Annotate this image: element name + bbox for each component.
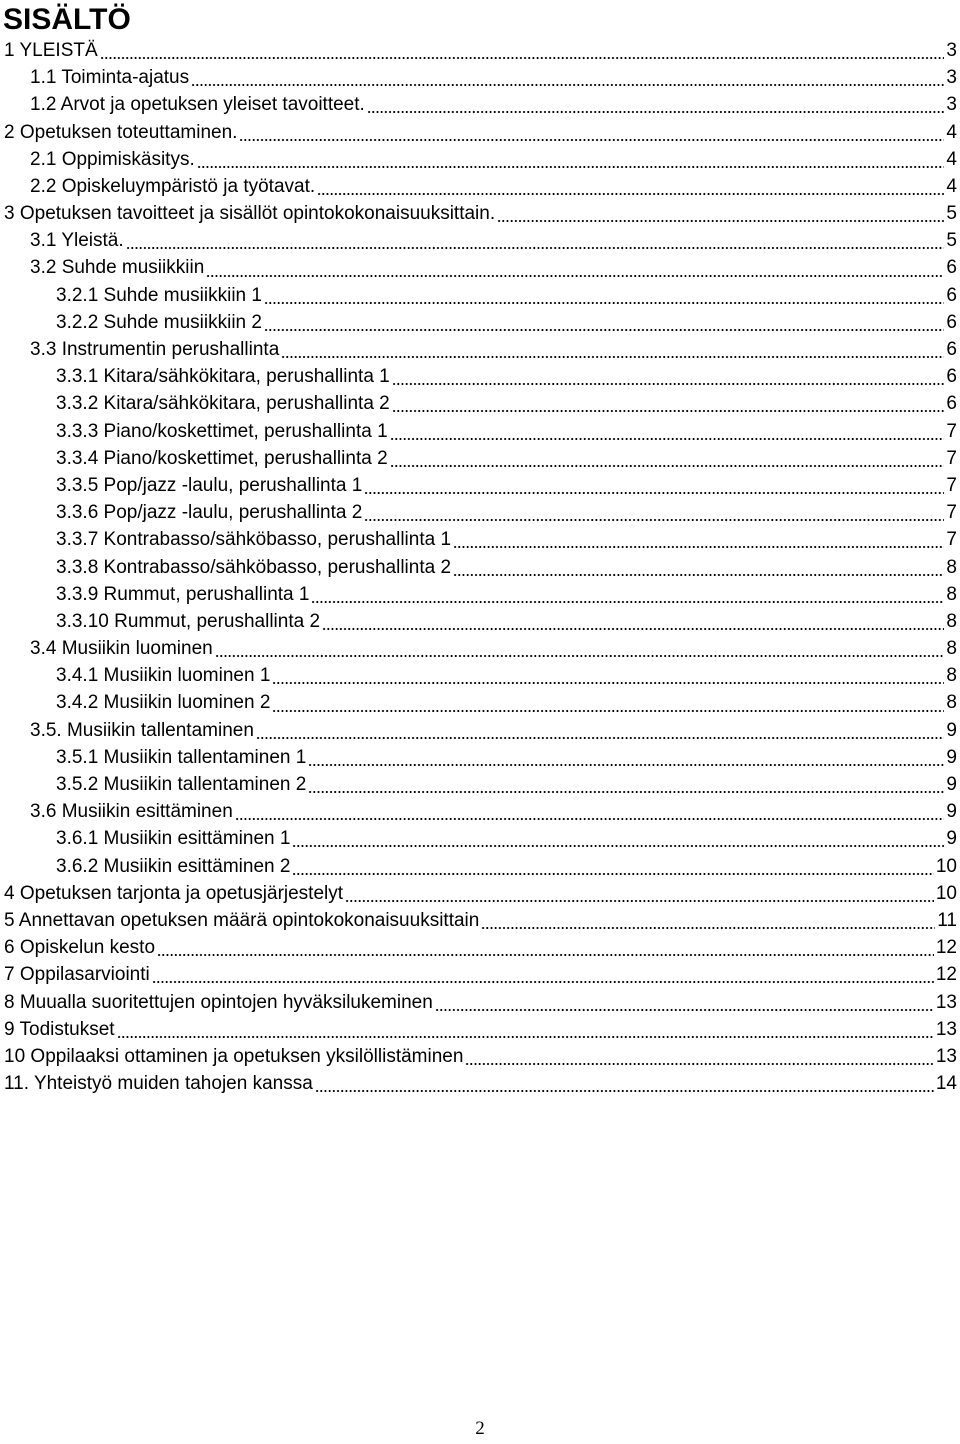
toc-entry[interactable] [0,119,960,146]
toc-entry-page: 6 [946,257,957,279]
toc-entry-page: 6 [946,311,957,333]
toc-entry-label: 11. Yhteistyö muiden tahojen kanssa [4,1073,313,1095]
toc-entry-page: 12 [935,937,957,959]
toc-entry[interactable] [0,418,960,445]
toc-entry-page: 10 [935,855,957,877]
toc-dot-leader [308,744,944,771]
toc-entry[interactable] [0,825,960,852]
toc-entry[interactable] [0,91,960,118]
toc-entry-page: 9 [946,801,957,823]
toc-entry[interactable] [0,390,960,417]
toc-dot-leader [264,282,944,309]
toc-dot-leader [435,989,934,1016]
toc-entry[interactable] [0,282,960,309]
toc-entry-page: 6 [946,393,957,415]
toc-dot-leader [235,798,945,825]
toc-entry-label: 3.3.5 Pop/jazz -laulu, perushallinta 1 [56,474,363,496]
toc-dot-leader [206,255,944,282]
toc-entry[interactable] [0,200,960,227]
toc-entry-label: 3.6.1 Musiikin esittäminen 1 [56,828,291,850]
toc-dot-leader [264,309,944,336]
toc-dot-leader [453,554,944,581]
toc-entry-page: 7 [946,474,957,496]
toc-entry[interactable] [0,608,960,635]
toc-dot-leader [390,418,945,445]
toc-entry-page: 6 [946,366,957,388]
toc-dot-leader [465,1043,933,1070]
toc-entry-label: 8 Muualla suoritettujen opintojen hyväksilukeminen [4,991,433,1013]
toc-entry-label: 3.3 Instrumentin perushallinta [30,339,280,361]
toc-dot-leader [315,1070,934,1097]
toc-entry-label: 3.3.7 Kontrabasso/sähköbasso, perushallinta 1 [56,529,452,551]
toc-entry-page: 5 [946,230,957,252]
toc-entry[interactable] [0,445,960,472]
toc-entry[interactable] [0,146,960,173]
toc-dot-leader [272,690,944,717]
toc-entry-label: 1.1 Toiminta-ajatus [30,67,190,89]
toc-entry-label: 3.3.6 Pop/jazz -laulu, perushallinta 2 [56,502,363,524]
toc-dot-leader [453,526,944,553]
toc-entry-label: 3.3.8 Kontrabasso/sähköbasso, perushallinta 2 [56,556,452,578]
toc-entry[interactable] [0,717,960,744]
toc-dot-leader [256,717,945,744]
toc-dot-leader [281,336,944,363]
toc-entry-page: 8 [946,583,957,605]
toc-dot-leader [364,472,944,499]
toc-entry-label: 3.6.2 Musiikin esittäminen 2 [56,855,291,877]
toc-entry[interactable] [0,499,960,526]
toc-entry[interactable] [0,173,960,200]
toc-dot-leader [322,608,944,635]
toc-list [0,37,960,1097]
toc-entry[interactable] [0,690,960,717]
toc-entry-page: 12 [935,964,957,986]
toc-entry[interactable] [0,64,960,91]
toc-entry-label: 3.4 Musiikin luominen [30,638,213,660]
toc-dot-leader [392,390,945,417]
toc-entry-label: 3.4.1 Musiikin luominen 1 [56,665,271,687]
toc-dot-leader [392,363,945,390]
toc-entry-page: 7 [946,420,957,442]
toc-entry[interactable] [0,989,960,1016]
toc-entry-label: 3.3.2 Kitara/sähkökitara, perushallinta 2 [56,393,390,415]
toc-entry-page: 3 [946,67,957,89]
toc-entry-label: 1 YLEISTÄ [4,39,98,61]
toc-entry[interactable] [0,309,960,336]
toc-entry-page: 9 [946,828,957,850]
toc-title: SISÄLTÖ [3,3,131,36]
toc-entry-label: 3.2.1 Suhde musiikkiin 1 [56,284,262,306]
toc-entry-label: 2 Opetuksen toteuttaminen. [4,121,238,143]
toc-entry-label: 3.5.2 Musiikin tallentaminen 2 [56,774,307,796]
toc-entry-label: 1.2 Arvot ja opetuksen yleiset tavoitteet. [30,94,365,116]
toc-entry-page: 14 [935,1073,957,1095]
toc-dot-leader [317,173,944,200]
toc-dot-leader [239,119,944,146]
toc-entry-label: 3 Opetuksen tavoitteet ja sisällöt opintokokonaisuuksittain. [4,203,496,225]
toc-dot-leader [117,1016,934,1043]
toc-entry[interactable] [0,1016,960,1043]
toc-entry-label: 6 Opiskelun kesto [4,937,156,959]
toc-entry-label: 3.2.2 Suhde musiikkiin 2 [56,311,262,333]
toc-entry-page: 6 [946,284,957,306]
toc-entry-page: 8 [946,610,957,632]
toc-entry-page: 7 [946,529,957,551]
toc-entry-label: 4 Opetuksen tarjonta ja opetusjärjestelyt [4,882,344,904]
toc-entry[interactable] [0,472,960,499]
toc-entry[interactable] [0,880,960,907]
toc-entry-label: 2.1 Oppimiskäsitys. [30,148,195,170]
toc-entry-label: 3.5.1 Musiikin tallentaminen 1 [56,746,307,768]
toc-entry-label: 3.1 Yleistä. [30,230,124,252]
toc-entry[interactable] [0,961,960,988]
toc-entry[interactable] [0,255,960,282]
toc-entry-page: 13 [935,1018,957,1040]
toc-entry-page: 8 [946,692,957,714]
toc-dot-leader [197,146,945,173]
toc-entry-label: 3.4.2 Musiikin luominen 2 [56,692,271,714]
toc-entry-page: 9 [946,746,957,768]
toc-entry[interactable] [0,934,960,961]
toc-entry[interactable] [0,771,960,798]
toc-entry[interactable] [0,798,960,825]
toc-entry[interactable] [0,853,960,880]
toc-entry-label: 3.3.9 Rummut, perushallinta 1 [56,583,310,605]
toc-entry-label: 2.2 Opiskeluympäristö ja työtavat. [30,175,316,197]
toc-entry-page: 13 [935,1045,957,1067]
toc-entry[interactable] [0,1043,960,1070]
toc-entry-page: 10 [935,882,957,904]
toc-entry-page: 11 [937,909,957,931]
toc-entry-label: 3.6 Musiikin esittäminen [30,801,233,823]
toc-entry[interactable] [0,635,960,662]
toc-entry-label: 10 Oppilaaksi ottaminen ja opetuksen yksilöllistäminen [4,1045,464,1067]
toc-entry-page: 9 [946,719,957,741]
toc-entry-label: 3.3.3 Piano/koskettimet, perushallinta 1 [56,420,388,442]
toc-entry-page: 3 [946,39,957,61]
toc-dot-leader [157,934,934,961]
toc-entry-page: 7 [946,502,957,524]
toc-entry[interactable] [0,554,960,581]
toc-entry-page: 13 [935,991,957,1013]
toc-entry-page: 8 [946,556,957,578]
toc-entry-label: 3.3.10 Rummut, perushallinta 2 [56,610,321,632]
toc-entry-label: 3.2 Suhde musiikkiin [30,257,205,279]
page-number: 2 [475,1418,485,1439]
toc-entry-page: 3 [946,94,957,116]
toc-entry-page: 4 [946,175,957,197]
toc-entry[interactable] [0,336,960,363]
toc-dot-leader [292,853,933,880]
toc-entry[interactable] [0,581,960,608]
toc-entry[interactable] [0,37,960,64]
toc-entry[interactable] [0,363,960,390]
toc-entry[interactable] [0,907,960,934]
toc-dot-leader [345,880,934,907]
toc-entry-page: 8 [946,638,957,660]
toc-entry[interactable] [0,227,960,254]
toc-dot-leader [308,771,944,798]
toc-dot-leader [126,227,945,254]
toc-dot-leader [481,907,935,934]
toc-entry-page: 8 [946,665,957,687]
toc-entry-page: 4 [946,121,957,143]
toc-dot-leader [364,499,944,526]
toc-dot-leader [367,91,945,118]
toc-dot-leader [152,961,934,988]
toc-entry-label: 3.3.4 Piano/koskettimet, perushallinta 2 [56,447,388,469]
toc-entry-label: 7 Oppilasarviointi [4,964,150,986]
toc-dot-leader [292,825,944,852]
toc-entry[interactable] [0,744,960,771]
toc-entry[interactable] [0,1070,960,1097]
toc-entry-label: 3.5. Musiikin tallentaminen [30,719,254,741]
toc-entry-page: 9 [946,774,957,796]
toc-entry-label: 5 Annettavan opetuksen määrä opintokokonaisuuksittain [4,909,480,931]
toc-entry-label: 9 Todistukset [4,1018,115,1040]
toc-dot-leader [215,635,945,662]
toc-entry-page: 7 [946,447,957,469]
toc-entry-page: 5 [946,203,957,225]
toc-entry-page: 6 [946,339,957,361]
toc-dot-leader [311,581,944,608]
toc-entry-label: 3.3.1 Kitara/sähkökitara, perushallinta 1 [56,366,390,388]
toc-entry-page: 4 [946,148,957,170]
toc-dot-leader [390,445,945,472]
toc-dot-leader [272,662,944,689]
toc-dot-leader [497,200,944,227]
toc-dot-leader [191,64,944,91]
toc-entry[interactable] [0,662,960,689]
toc-entry[interactable] [0,526,960,553]
toc-dot-leader [100,37,945,64]
